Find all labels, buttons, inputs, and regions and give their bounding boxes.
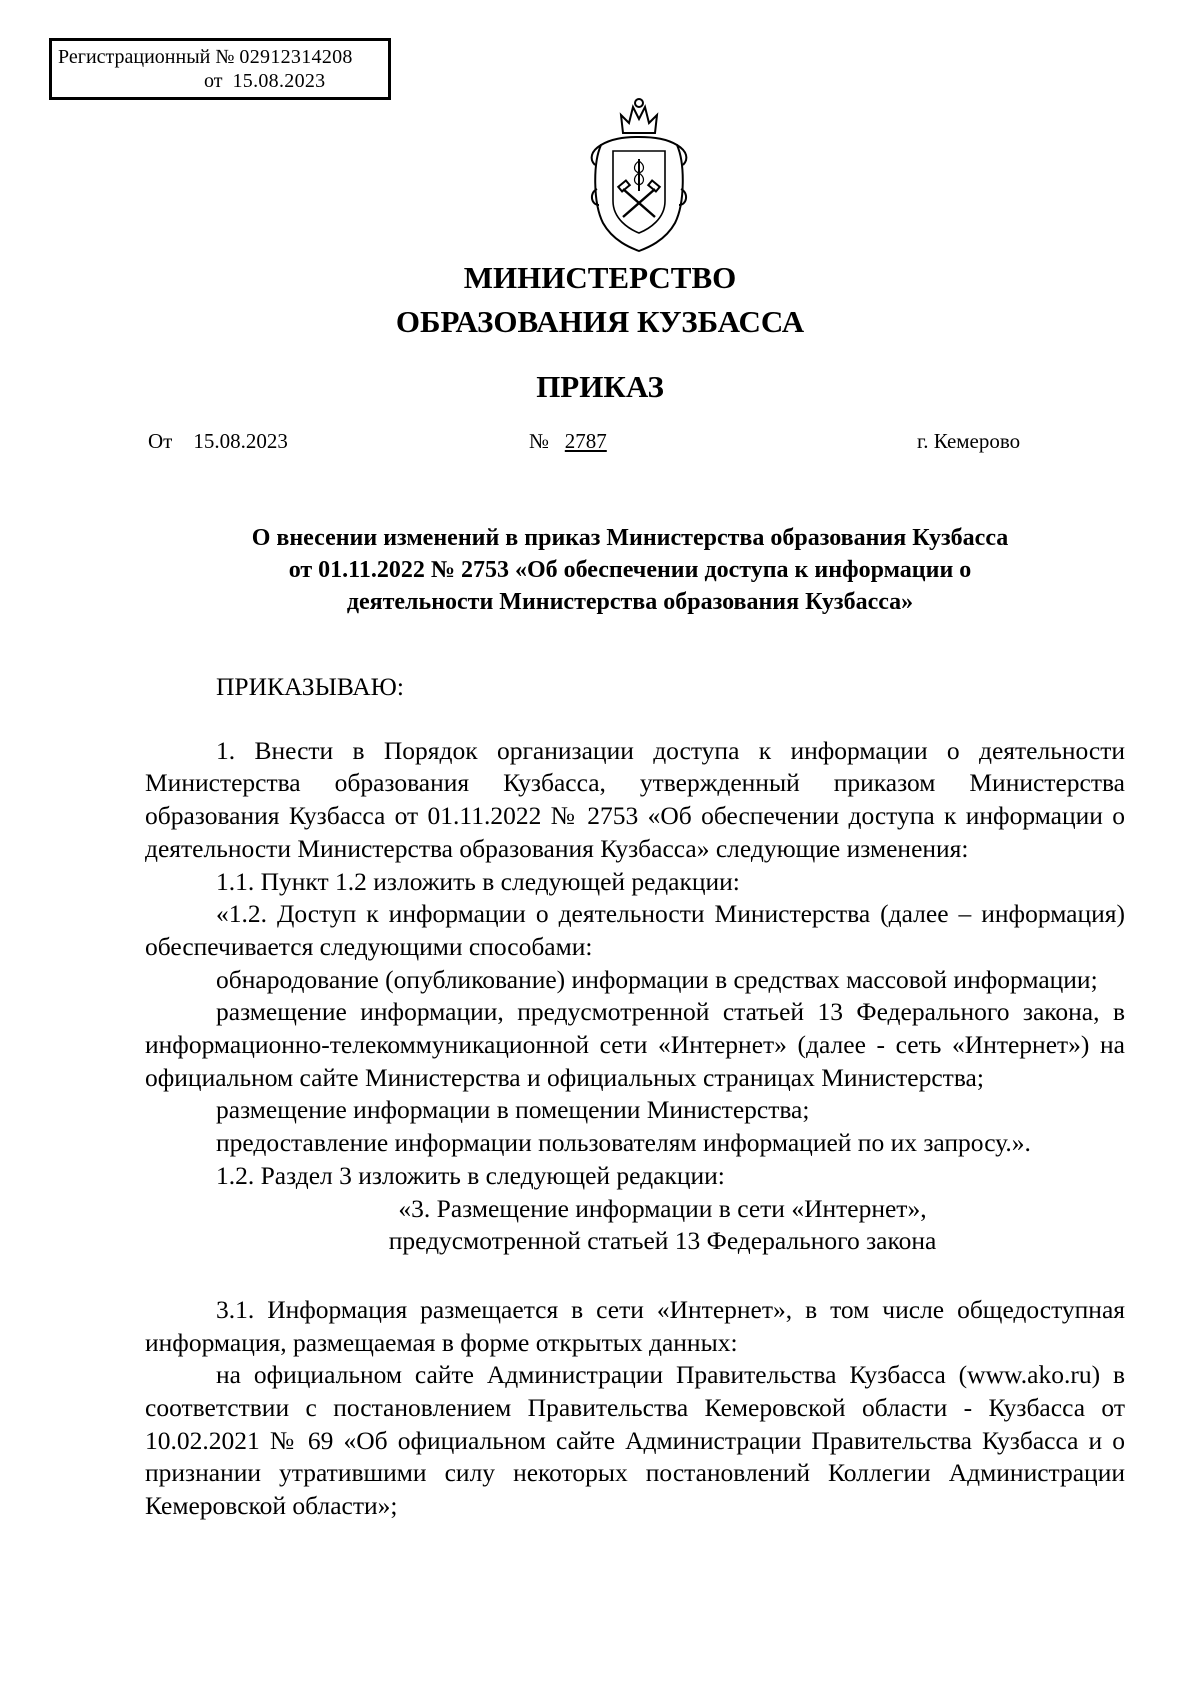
registration-label: Регистрационный № (58, 46, 235, 68)
order-date (148, 428, 288, 454)
ministry-line-2: ОБРАЗОВАНИЯ КУЗБАССА (395, 304, 805, 339)
section-3-title-line-2: предусмотренной статьей 13 Федерального закона (388, 1226, 937, 1256)
registration-number: 02912314208 (239, 46, 353, 68)
order-date-label: От (148, 429, 173, 453)
ministry-header (0, 256, 1200, 344)
prikazyvayu-heading: ПРИКАЗЫВАЮ: (216, 672, 404, 701)
list-item: размещение информации, предусмотренной статьей 13 Федерального закона, в информационно-телекоммуникационной сети «Интернет» (далее - сеть «Интернет») на официальном сайте Министерства и официальных страницах Министерства; (145, 997, 1125, 1092)
order-body (145, 671, 1125, 1523)
paragraph-3-1: 3.1. Информация размещается в сети «Интернет», в том числе общедоступная информация, размещаемая в форме открытых данных: (145, 1294, 1125, 1357)
order-subject (160, 522, 1100, 618)
order-city: г. Кемерово (917, 429, 1021, 453)
subject-line-1: О внесении изменений в приказ Министерства образования Кузбасса (251, 525, 1009, 551)
order-title: ПРИКАЗ (536, 369, 664, 404)
paragraph-1-2-quote: «1.2. Доступ к информации о деятельности Министерства (далее – информация) обеспечивается следующими способами: (145, 899, 1125, 961)
paragraph-1: 1. Внести в Порядок организации доступа к информации о деятельности Министерства образования Кузбасса, утвержденный приказом Министерства образования Кузбасса от 01.11.2022 № 2753 «Об обеспечении доступа к информации о деятельности Министерства образования Кузбасса» следующие изменения: (145, 735, 1125, 863)
kuzbass-coat-of-arms-icon (583, 93, 695, 253)
registration-date: 15.08.2023 (232, 70, 326, 92)
order-number-label: № (529, 429, 550, 453)
ministry-line-1: МИНИСТЕРСТВО (463, 260, 737, 295)
list-item: обнародование (опубликование) информации в средствах массовой информации; (216, 964, 1098, 994)
list-item: размещение информации в помещении Министерства; (216, 1095, 810, 1125)
list-item: предоставление информации пользователям информацией по их запросу.». (216, 1128, 1031, 1158)
section-3-title-line-1: «3. Размещение информации в сети «Интернет», (398, 1193, 927, 1223)
paragraph-1-1: 1.1. Пункт 1.2 изложить в следующей редакции: (216, 866, 740, 896)
registration-date-line (58, 69, 388, 93)
subject-line-3: деятельности Министерства образования Кузбасса» (346, 589, 914, 615)
order-number (529, 428, 607, 454)
registration-from-label: от (204, 70, 223, 92)
order-number-value: 2787 (564, 429, 607, 453)
paragraph-1-2: 1.2. Раздел 3 изложить в следующей редакции: (216, 1160, 725, 1190)
registration-number-line (58, 45, 388, 69)
subject-line-2: от 01.11.2022 № 2753 «Об обеспечении доступа к информации о (288, 557, 972, 583)
registration-stamp (49, 38, 391, 100)
order-date-value: 15.08.2023 (193, 429, 288, 453)
paragraph-3-1-a: на официальном сайте Администрации Правительства Кузбасса (www.ako.ru) в соответствии с постановлением Правительства Кемеровской области - Кузбасса от 10.02.2021 № 69 «Об официальном сайте Администрации Правительства Кузбасса и о признании утратившими силу некоторых постановлений Коллегии Администрации Кемеровской области»; (145, 1360, 1125, 1521)
